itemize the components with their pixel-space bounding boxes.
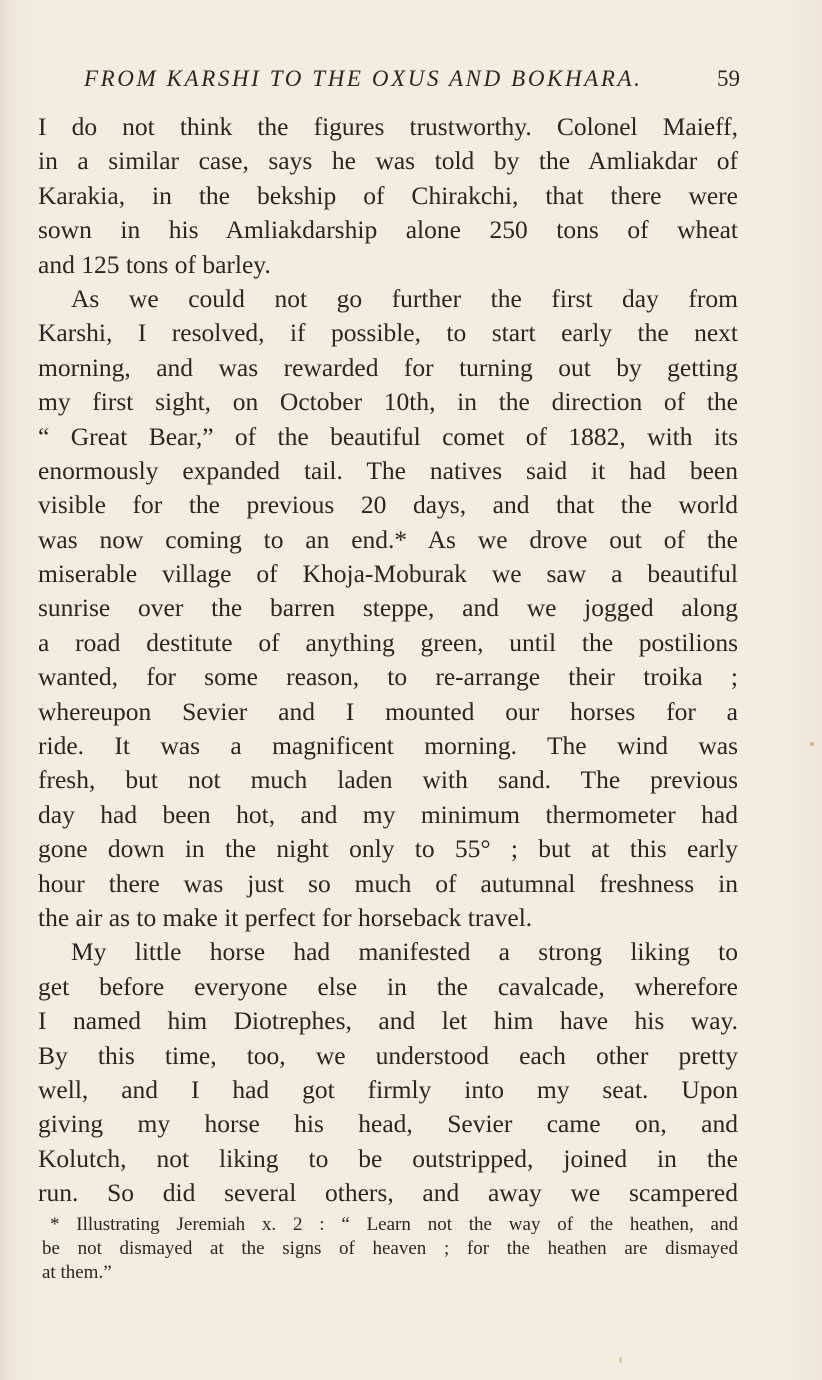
footnote-line: be not dismayed at the signs of heaven ; for the heathen are dismayed [42, 1238, 738, 1259]
body-text [38, 110, 738, 1211]
text-line: was now coming to an end.* As we drove out of the [38, 524, 738, 554]
text-line: wanted, for some reason, to re-arrange their troika ; [38, 662, 738, 692]
text-line: ride. It was a magnificent morning. The wind was [38, 731, 738, 761]
text-line: in a similar case, says he was told by the Amliakdar of [38, 146, 738, 176]
running-head [40, 66, 740, 98]
text-line: get before everyone else in the cavalcade, wherefore [38, 971, 738, 1001]
text-line: miserable village of Khoja-Moburak we saw a beautiful [38, 559, 738, 589]
text-line: visible for the previous 20 days, and that the world [38, 490, 738, 520]
text-line: hour there was just so much of autumnal freshness in [38, 868, 738, 898]
text-line: “ Great Bear,” of the beautiful comet of 1882, with its [38, 421, 738, 451]
text-line: day had been hot, and my minimum thermometer had [38, 799, 738, 829]
text-line: fresh, but not much laden with sand. The previous [38, 765, 738, 795]
text-line: giving my horse his head, Sevier came on, and [38, 1109, 738, 1139]
text-line: Karakia, in the bekship of Chirakchi, that there were [38, 180, 738, 210]
text-line: whereupon Sevier and I mounted our horses for a [38, 696, 738, 726]
footnote [42, 1213, 738, 1285]
text-line: Karshi, I resolved, if possible, to start early the next [38, 318, 738, 348]
text-line: my first sight, on October 10th, in the direction of the [38, 387, 738, 417]
footnote-line: at them.” [42, 1262, 112, 1283]
text-line: sunrise over the barren steppe, and we jogged along [38, 593, 738, 623]
text-line: Kolutch, not liking to be outstripped, joined in the [38, 1143, 738, 1173]
text-line: enormously expanded tail. The natives said it had been [38, 455, 738, 485]
paper-speck [619, 1357, 622, 1363]
page-number: 59 [717, 66, 740, 91]
text-line: gone down in the night only to 55° ; but at this early [38, 834, 738, 864]
text-line: As we could not go further the first day from [71, 283, 738, 313]
text-line: sown in his Amliakdarship alone 250 tons of wheat [38, 215, 738, 245]
text-line: I do not think the figures trustworthy. Colonel Maieff, [38, 112, 738, 141]
paper-speck [810, 742, 814, 746]
running-title: FROM KARSHI TO THE OXUS AND BOKHARA. [84, 66, 643, 91]
text-line: the air as to make it perfect for horseback travel. [38, 902, 533, 932]
text-line: and 125 tons of barley. [38, 249, 271, 279]
text-line: morning, and was rewarded for turning out by getting [38, 352, 738, 382]
text-line: a road destitute of anything green, until the postilions [38, 627, 738, 657]
text-line: I named him Diotrephes, and let him have his way. [38, 1006, 738, 1036]
text-line: My little horse had manifested a strong liking to [71, 937, 738, 967]
footnote-line: * Illustrating Jeremiah x. 2 : “ Learn not the way of the heathen, and [50, 1214, 738, 1235]
text-line: run. So did several others, and away we scampered [38, 1178, 738, 1208]
text-line: well, and I had got firmly into my seat. Upon [38, 1074, 738, 1104]
text-line: By this time, too, we understood each other pretty [38, 1040, 738, 1070]
